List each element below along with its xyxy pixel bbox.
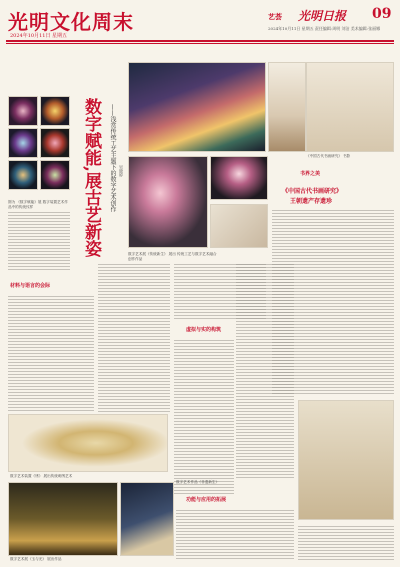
- flower-photo-3: [210, 204, 268, 248]
- mandala-photo-2: [40, 96, 70, 126]
- mandala-photo-3: [8, 128, 38, 158]
- page-number: 09: [372, 6, 392, 22]
- book-photo-bottom: [298, 400, 394, 520]
- bottom-left-caption: 数字艺术展《玉与光》 展出作品: [10, 557, 62, 561]
- embroidery-photo: [8, 414, 168, 472]
- bottom-left-photo: [8, 482, 118, 556]
- embroidery-caption: 数字艺术装置《绣》 展出传统刺绣艺术: [10, 474, 73, 478]
- center-col-text-3: [236, 262, 294, 478]
- top-center-caption: 数字艺术展《传统新生》 展出 传统工艺与数字艺术融合创作作品: [128, 252, 217, 261]
- dateline: 2024年10月11日 星期五 责任编辑:周明 刘洁 美术编辑:张丽娜: [268, 26, 381, 31]
- header-rule: [6, 40, 394, 42]
- bottom-center-text: [176, 508, 294, 560]
- exhibition-photo-main: [128, 62, 266, 152]
- exhibition-photo-side: [268, 62, 306, 152]
- article-subheadline: ——浅赏传统工艺主题下的数字艺术创作: [109, 104, 116, 212]
- flower-photo-2: [210, 156, 268, 200]
- masthead-title: 光明文化周末: [8, 10, 134, 34]
- mandala-photo-1: [8, 96, 38, 126]
- right-subtitle: 王朝遗产存遗珍: [290, 198, 333, 205]
- article-headline: 数字赋能,展古艺新姿: [81, 98, 101, 257]
- masthead-subtitle: 2024年10月11日 星期五: [10, 33, 68, 39]
- left-intro-text: [8, 210, 70, 270]
- newspaper-brand: 光明日报: [298, 9, 347, 23]
- left-second-col-text: [98, 262, 170, 412]
- center-col-text-2: [174, 338, 234, 494]
- book-photo-caption: 《中国古代书画研究》 书影: [306, 154, 351, 158]
- mandala-photo-6: [40, 160, 70, 190]
- left-sidebar-text: [8, 294, 94, 412]
- right-book-title: 《中国古代书画研究》: [282, 188, 343, 195]
- right-bottom-text: [298, 524, 394, 560]
- center-section-title: 虚拟与实的构筑: [186, 327, 222, 333]
- bottom-center-caption: 数字艺术作品《非遗新生》: [176, 480, 220, 484]
- section-tag: 艺荟: [268, 12, 282, 21]
- bottom-center-photo: [120, 482, 174, 556]
- right-section-tag: 书界之美: [300, 171, 321, 177]
- bottom-center-section-title: 功能与应用的拓展: [186, 497, 227, 503]
- left-sidebar-title: 材料与语言的会际: [10, 283, 51, 289]
- mandala-photo-4: [40, 128, 70, 158]
- flower-photo-1: [128, 156, 208, 248]
- left-intro-caption: 图为 《数字赋能》展 数字装置艺术作品中的传统纹样: [8, 200, 68, 209]
- article-byline: 吴晓婷: [119, 165, 124, 177]
- book-photo-top: [306, 62, 394, 152]
- header-rule-thin: [6, 43, 394, 44]
- mandala-photo-5: [8, 160, 38, 190]
